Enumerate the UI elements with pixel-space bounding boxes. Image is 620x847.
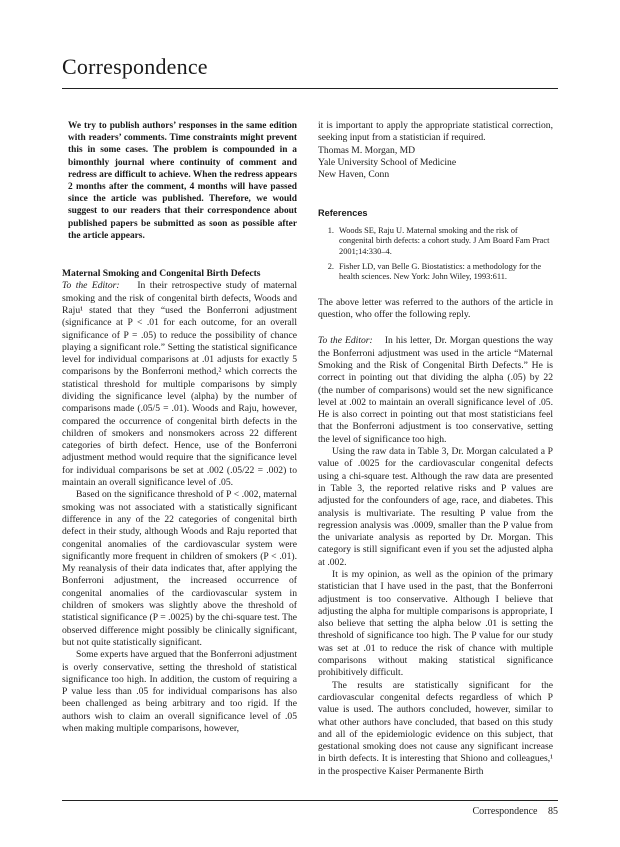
letter-salutation: To the Editor: (62, 280, 120, 292)
signature-name: Thomas M. Morgan, MD (318, 144, 416, 156)
reply-paragraph-1 (318, 335, 553, 446)
reference-number: 1. (327, 225, 334, 235)
letter-paragraph-1 (62, 280, 297, 489)
footer-rule (62, 800, 558, 801)
referral-note: The above letter was referred to the authors of the article in question, who offer the following reply. (318, 296, 553, 321)
letter-heading: Maternal Smoking and Congenital Birth Defects (62, 268, 261, 280)
reference-number: 2. (327, 261, 334, 271)
reply-salutation: To the Editor: (318, 335, 373, 347)
reply-paragraph-3: It is my opinion, as well as the opinion of the primary statistician that I have used in the past, that the Bonferroni adjustment is too conservative. Although I believe that adjusting the alpha for multiple comparisons is appropriate, I also believe that setting the alpha below .01 is setting the threshold of significance too high. The P value for our study was set at .01 to reduce the risk of chance with multiple comparisons without making statistical significance prohibitively difficult. (318, 568, 553, 679)
right-column (318, 120, 553, 778)
reply-paragraph-1-text: In his letter, Dr. Morgan questions the way the Bonferroni adjustment was used in the article “Maternal Smoking and the Risk of Congenital Birth Defects.” He is correct in pointing out that dividing the alpha (.05) by 22 (the number of comparisons) would set the new significance level at .002 to maintain an overall significance level of .05. He is also correct in pointing out that most statisticians feel that the Bonferroni adjustment is too conservative, setting the level of significance too high. (318, 335, 554, 445)
footer-section: Correspondence (472, 806, 538, 817)
reply-paragraph-4: The results are statistically significant for the cardiovascular congenital defects regardless of which P value is used. The authors concluded, however, similar to what other authors have concluded, that based on this study and all of the epidemiologic evidence on this subject, that gestational smoking does not cause any significant increase in birth defects. It is interesting that Shiono and colleagues,¹ in the prospective Kaiser Permanente Birth (318, 679, 553, 777)
letter-paragraph-3: Some experts have argued that the Bonferroni adjustment is overly conservative, setting the threshold of statistical significance too high. In addition, the custom of requiring a P value less than .05 for individual comparisons has also been challenged as being arbitrary and too rigid. If the authors wish to claim an overall significance level of .05 when making multiple comparisons, however, (62, 649, 297, 735)
letter-paragraph-4: it is important to apply the appropriate statistical correction, seeking input from a statistician if required. (318, 120, 553, 144)
reference-item (318, 262, 553, 283)
reference-item (318, 226, 553, 258)
reference-text: Woods SE, Raju U. Maternal smoking and the risk of congenital birth defects: a cohort study. J Am Board Fam Pract 2001;14:330–4. (339, 225, 550, 256)
page-footer (465, 806, 558, 817)
signature-institution: Yale University School of Medicine (318, 156, 457, 168)
references-heading: References (318, 208, 368, 219)
signature-location: New Haven, Conn (318, 169, 390, 181)
page-number: 85 (548, 806, 558, 817)
references-list (318, 226, 553, 283)
letter-paragraph-2: Based on the significance threshold of P < .002, maternal smoking was not associated with a statistically significant difference in any of the 22 categories of congenital birth defect in their study, although Woods and Raju reported that congenital anomalies of the cardiovascular system were significantly more frequent in children of smokers (P < .01). My reanalysis of their data indicates that, after applying the Bonferroni adjustment, the increased occurrence of congenital anomalies of the cardiovascular system in children of smokers was slightly above the threshold of statistical significance (P = .0025) by the chi-square test. The observed difference might possibly be clinically significant, but not quite statistically significant. (62, 489, 297, 648)
reference-text: Fisher LD, van Belle G. Biostatistics: a methodology for the health sciences. New York: John Wiley, 1993:611. (339, 261, 542, 282)
left-column (62, 120, 297, 735)
page-title: Correspondence (62, 54, 208, 79)
header-rule (62, 88, 558, 89)
editor-note: We try to publish authors’ responses in the same edition with readers’ comments. Time constraints might prevent this in some cases. The problem is compounded in a bimonthly journal where continuity of comment and redress are difficult to achieve. When the redress appears 2 months after the comment, 4 months will have passed since the article was published. Therefore, we would suggest to our readers that their correspondence about published papers be submitted as soon as possible after the article appears. (68, 121, 297, 241)
reply-paragraph-2: Using the raw data in Table 3, Dr. Morgan calculated a P value of .0025 for the cardiovascular congenital defects using a chi-square test. Although the raw data are presented in Table 3, the reported relative risks and P values are adjusted for the confounders of age, race, and diabetes. This analysis is multivariate. The resulting P value from the regression analysis was .0009, smaller than the P value from the univariate analysis as reported by Dr. Morgan. This category is still significant even if you set the adjusted alpha at .002. (318, 446, 553, 568)
letter-paragraph-1-text: In their retrospective study of maternal smoking and the risk of congenital birth defects, Woods and Raju¹ stated that they “used the Bonferroni adjustment (significance at P < .01 for each outcome, for an overall significance of P = .05) to reduce the possibility of chance playing a significant role.” Setting the statistical significance level for individual comparisons at .01 adjusts for exactly 5 comparisons by the Bonferroni method,² which corrects the statistical threshold for multiple comparisons by simply dividing the significance level (alpha) by the number of comparisons made (.05/5 = .01). Woods and Raju, however, compared the occurrence of congenital birth defects in the children of smokers and nonsmokers across 22 different categories of birth defect. Hence, use of the Bonferroni adjustment method would require that the significance level for individual comparisons be set at .002 (.05/22 = .002) to maintain an overall significance level of .05. (62, 280, 298, 489)
